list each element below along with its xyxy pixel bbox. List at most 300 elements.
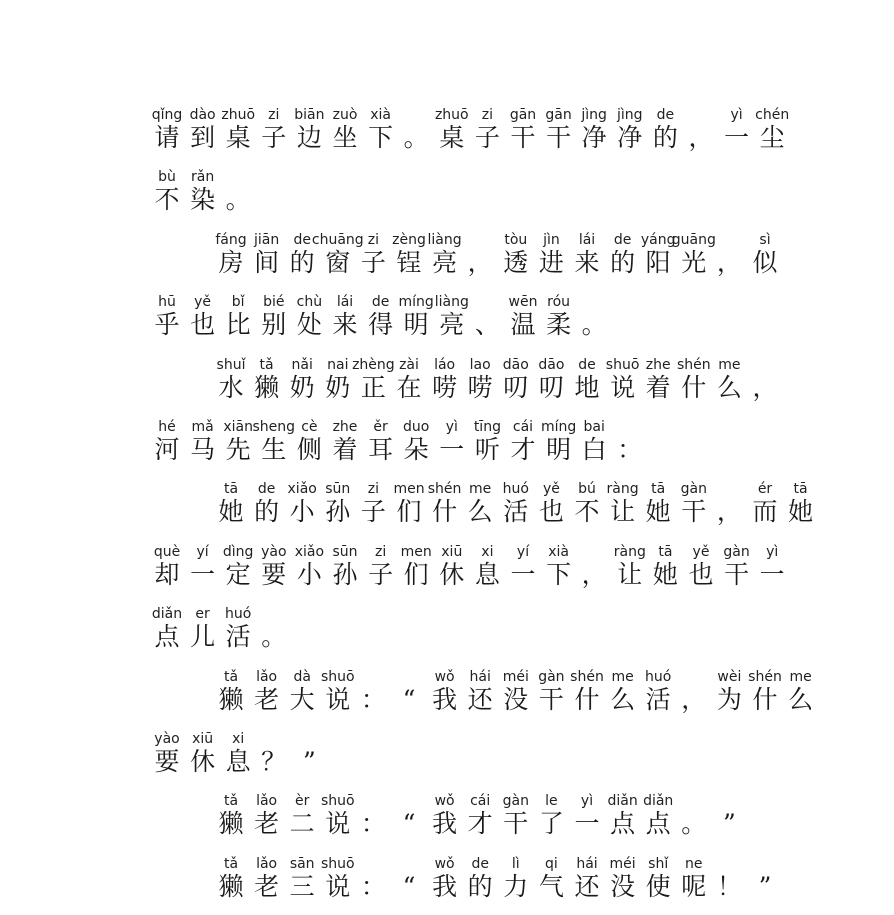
- pinyin-label: yào: [261, 543, 287, 560]
- pinyin-label: sūn: [332, 543, 358, 560]
- pinyin-label: chén: [755, 107, 790, 123]
- hanzi-character: 干: [503, 809, 529, 839]
- pinyin-label: què: [153, 543, 181, 560]
- hanzi-character: 一: [724, 123, 750, 152]
- pinyin-label: de: [257, 481, 276, 498]
- hanzi-character: 息: [225, 747, 251, 776]
- pinyin-label: gān: [509, 107, 537, 123]
- hanzi-character: 说: [610, 372, 636, 402]
- hanzi-character: 要: [261, 559, 287, 589]
- hanzi-character: 温: [510, 310, 536, 340]
- pinyin-label: de: [371, 294, 390, 311]
- text-line: [0, 730, 894, 790]
- pinyin-label: zhe: [332, 419, 358, 435]
- pinyin-label: de: [293, 231, 311, 248]
- hanzi-character: 什: [574, 684, 600, 714]
- hanzi-character: 桌: [439, 123, 465, 152]
- hanzi-character: 她: [218, 497, 244, 527]
- pinyin-label: hū: [158, 294, 176, 311]
- pinyin-label: ràng: [613, 543, 646, 560]
- character-unit: [782, 668, 820, 728]
- pinyin-label: de: [656, 107, 675, 123]
- hanzi-character: 着: [332, 435, 358, 464]
- character-unit: [710, 792, 748, 852]
- pinyin-label: cè: [301, 419, 318, 435]
- hanzi-character: 么: [467, 497, 493, 527]
- hanzi-character: 请: [154, 123, 180, 152]
- hanzi-character: 下: [546, 559, 572, 589]
- hanzi-character: 房: [218, 247, 244, 277]
- pinyin-label: bú: [578, 481, 596, 498]
- pinyin-label: shuō: [320, 793, 355, 810]
- pinyin-label: lǎo: [256, 793, 278, 810]
- hanzi-character: ，: [467, 247, 493, 277]
- hanzi-character: 老: [254, 871, 280, 901]
- character-unit: [746, 855, 784, 915]
- hanzi-character: ：: [617, 435, 643, 464]
- hanzi-character: 透: [503, 247, 529, 277]
- pinyin-label: gān: [545, 107, 572, 123]
- pinyin-label: chuāng: [311, 231, 364, 248]
- text-line: [0, 543, 894, 603]
- pinyin-label: tǎ: [223, 793, 239, 810]
- hanzi-character: 獭: [254, 372, 280, 402]
- hanzi-character: 尘: [759, 123, 785, 152]
- hanzi-character: 河: [154, 435, 180, 464]
- hanzi-character: 三: [289, 871, 315, 901]
- hanzi-character: 说: [325, 809, 351, 839]
- pinyin-label: róu: [547, 294, 571, 311]
- hanzi-character: 亮: [432, 247, 458, 277]
- pinyin-label: èr: [295, 793, 310, 810]
- pinyin-label: shén: [676, 356, 711, 373]
- pinyin-label: de: [471, 855, 489, 872]
- pinyin-label: ne: [685, 855, 703, 872]
- pinyin-label: duo: [403, 419, 430, 435]
- pinyin-label: mǎ: [191, 419, 214, 435]
- pinyin-label: tā: [223, 481, 239, 498]
- text-line: [0, 293, 894, 353]
- hanzi-character: 让: [617, 559, 643, 589]
- hanzi-character: 休: [439, 559, 465, 589]
- pinyin-label: xiān: [223, 419, 253, 435]
- hanzi-character: 别: [261, 310, 287, 340]
- pinyin-label: tā: [658, 543, 673, 560]
- hanzi-character: 小: [289, 497, 315, 527]
- hanzi-character: 她: [788, 497, 814, 527]
- pinyin-label: dāo: [502, 356, 529, 373]
- hanzi-character: 先: [225, 435, 251, 464]
- hanzi-character: 定: [225, 559, 251, 589]
- hanzi-character: 为: [716, 684, 742, 714]
- pinyin-label: tā: [651, 481, 666, 498]
- hanzi-character: 我: [432, 871, 458, 901]
- pinyin-label: sān: [289, 855, 315, 872]
- pinyin-label: xià: [370, 107, 391, 123]
- pinyin-label: yì: [445, 419, 458, 435]
- hanzi-character: 活: [645, 684, 671, 714]
- hanzi-character: 力: [503, 871, 529, 901]
- hanzi-character: 也: [688, 559, 714, 589]
- text-line: [0, 231, 894, 291]
- hanzi-character: 乎: [154, 310, 180, 340]
- pinyin-label: shén: [748, 668, 782, 685]
- hanzi-character: ：: [360, 871, 386, 901]
- hanzi-character: 才: [510, 435, 536, 464]
- pinyin-label: yáng: [640, 231, 676, 248]
- hanzi-character: ，: [716, 247, 742, 277]
- pinyin-label: yě: [692, 543, 710, 560]
- hanzi-character: 点: [645, 809, 671, 839]
- pinyin-label: yě: [194, 294, 212, 311]
- pinyin-label: bù: [158, 169, 176, 186]
- pinyin-label: wèi: [717, 668, 742, 685]
- hanzi-character: 到: [190, 123, 216, 152]
- pinyin-label: hé: [158, 419, 176, 435]
- hanzi-character: 我: [432, 684, 458, 714]
- hanzi-character: 了: [538, 809, 564, 839]
- pinyin-label: tǎ: [223, 855, 239, 872]
- hanzi-character: 、: [474, 310, 500, 340]
- hanzi-character: 明: [403, 310, 429, 340]
- pinyin-label: sheng: [252, 419, 296, 435]
- hanzi-character: 。: [225, 185, 251, 215]
- hanzi-character: 唠: [432, 372, 458, 402]
- pinyin-label: méi: [609, 855, 636, 872]
- pinyin-label: ěr: [373, 419, 388, 435]
- pinyin-label: cái: [512, 419, 534, 435]
- pinyin-label: zi: [268, 107, 280, 123]
- text-line: [0, 168, 894, 228]
- hanzi-character: ？: [261, 747, 287, 776]
- pinyin-label: tòu: [504, 231, 528, 248]
- pinyin-label: nai: [327, 356, 349, 373]
- hanzi-character: 唠: [467, 372, 493, 402]
- hanzi-character: 正: [360, 372, 386, 402]
- hanzi-character: 一: [510, 559, 536, 589]
- hanzi-character: 。: [681, 809, 707, 839]
- character-unit: [611, 418, 649, 478]
- pinyin-label: diǎn: [643, 793, 674, 810]
- hanzi-character: ，: [581, 559, 607, 589]
- text-line: [0, 668, 894, 728]
- pinyin-label: hái: [469, 668, 491, 685]
- pinyin-label: guāng: [671, 231, 716, 248]
- pinyin-label: xiǎo: [287, 481, 317, 498]
- hanzi-character: 么: [716, 372, 742, 402]
- character-unit: [219, 168, 257, 228]
- hanzi-character: 獭: [218, 684, 244, 714]
- pinyin-label: wǒ: [434, 855, 455, 872]
- hanzi-character: 干: [724, 559, 750, 589]
- hanzi-character: 叨: [538, 372, 564, 402]
- pinyin-label: diǎn: [151, 606, 183, 623]
- hanzi-character: 。: [403, 123, 429, 152]
- pinyin-label: shuō: [320, 668, 355, 685]
- hanzi-character: 子: [261, 123, 287, 152]
- hanzi-character: 点: [154, 622, 180, 652]
- pinyin-label: ràng: [606, 481, 639, 498]
- pinyin-label: zhuō: [434, 107, 469, 123]
- pinyin-label: tǎ: [259, 356, 274, 373]
- hanzi-character: 柔: [546, 310, 572, 340]
- pinyin-label: me: [789, 668, 812, 685]
- hanzi-character: 的: [254, 497, 280, 527]
- hanzi-character: 干: [510, 123, 536, 152]
- character-unit: [290, 730, 328, 790]
- pinyin-label: xiū: [441, 543, 463, 560]
- hanzi-character: 么: [610, 684, 636, 714]
- pinyin-label: míng: [398, 294, 434, 311]
- character-unit: [255, 605, 293, 665]
- hanzi-character: 奶: [289, 372, 315, 402]
- pinyin-label: yí: [196, 543, 209, 560]
- pinyin-label: er: [195, 606, 210, 623]
- hanzi-character: 息: [474, 559, 500, 589]
- hanzi-character: 使: [645, 871, 671, 901]
- hanzi-character: 说: [325, 684, 351, 714]
- pinyin-label: zèng: [392, 231, 426, 248]
- hanzi-character: 不: [154, 185, 180, 215]
- hanzi-character: 白: [581, 435, 607, 464]
- hanzi-character: 锃: [396, 247, 422, 277]
- text-line: [0, 605, 894, 665]
- hanzi-character: 边: [296, 123, 322, 152]
- hanzi-character: 听: [474, 435, 500, 464]
- pinyin-label: lái: [578, 231, 596, 248]
- pinyin-label: sūn: [325, 481, 351, 498]
- pinyin-label: shuǐ: [216, 356, 246, 373]
- hanzi-character: 孙: [325, 497, 351, 527]
- hanzi-character: 獭: [218, 871, 244, 901]
- pinyin-label: zi: [481, 107, 494, 123]
- pinyin-label: dìng: [222, 543, 254, 560]
- hanzi-character: 也: [190, 310, 216, 340]
- hanzi-character: 子: [360, 247, 386, 277]
- hanzi-character: 没: [503, 684, 529, 714]
- hanzi-character: 什: [752, 684, 778, 714]
- hanzi-character: 她: [652, 559, 678, 589]
- pinyin-label: shuō: [320, 855, 355, 872]
- pinyin-label: tā: [793, 481, 808, 498]
- hanzi-character: 獭: [218, 809, 244, 839]
- character-unit: [753, 106, 791, 166]
- hanzi-character: 进: [538, 247, 564, 277]
- pinyin-label: yào: [154, 731, 180, 747]
- pinyin-label: de: [578, 356, 596, 373]
- hanzi-character: 让: [610, 497, 636, 527]
- pinyin-label: lao: [469, 356, 491, 373]
- hanzi-character: ！: [716, 871, 742, 901]
- pinyin-label: jìn: [543, 231, 560, 248]
- hanzi-character: 明: [546, 435, 572, 464]
- pinyin-label: xi: [481, 543, 494, 560]
- pinyin-label: gàn: [680, 481, 707, 498]
- pinyin-label: huó: [645, 668, 672, 685]
- hanzi-character: “: [402, 809, 416, 839]
- hanzi-character: “: [402, 684, 416, 714]
- hanzi-character: ，: [681, 684, 707, 714]
- hanzi-character: 儿: [190, 622, 216, 652]
- hanzi-character: ”: [723, 809, 736, 839]
- pinyin-label: wēn: [508, 294, 538, 311]
- hanzi-character: 们: [396, 497, 422, 527]
- hanzi-character: 得: [368, 310, 394, 340]
- hanzi-character: ：: [360, 809, 386, 839]
- hanzi-character: 地: [574, 372, 600, 402]
- pinyin-label: cái: [470, 793, 491, 810]
- pinyin-label: yì: [766, 543, 779, 560]
- pinyin-label: xià: [548, 543, 569, 560]
- text-line: [0, 356, 894, 416]
- pinyin-label: me: [611, 668, 634, 685]
- pinyin-label: me: [718, 356, 741, 373]
- pinyin-label: zuò: [332, 107, 358, 123]
- hanzi-character: 不: [574, 497, 600, 527]
- text-line: [0, 792, 894, 852]
- hanzi-character: 活: [503, 497, 529, 527]
- pinyin-label: huó: [502, 481, 529, 498]
- pinyin-label: shén: [427, 481, 462, 498]
- hanzi-character: 一: [439, 435, 465, 464]
- hanzi-character: 水: [218, 372, 244, 402]
- pinyin-label: fáng: [215, 231, 247, 248]
- pinyin-label: zi: [367, 481, 380, 498]
- hanzi-character: 而: [752, 497, 778, 527]
- hanzi-character: 什: [681, 372, 707, 402]
- hanzi-character: ，: [716, 497, 742, 527]
- text-line: [0, 106, 894, 166]
- pinyin-label: gàn: [538, 668, 565, 685]
- pinyin-label: yě: [542, 481, 560, 498]
- hanzi-character: ”: [303, 747, 316, 776]
- hanzi-character: 窗: [325, 247, 351, 277]
- hanzi-character: 朵: [403, 435, 429, 464]
- pinyin-label: bai: [583, 419, 605, 435]
- pinyin-label: biān: [294, 107, 325, 123]
- hanzi-character: 的: [289, 247, 315, 277]
- hanzi-character: 染: [190, 185, 216, 215]
- pinyin-label: me: [469, 481, 492, 498]
- hanzi-character: 子: [368, 559, 394, 589]
- hanzi-character: 净: [581, 123, 607, 152]
- hanzi-character: 点: [610, 809, 636, 839]
- hanzi-character: 耳: [368, 435, 394, 464]
- hanzi-character: 。: [261, 622, 287, 652]
- hanzi-character: 干: [681, 497, 707, 527]
- pinyin-label: jiān: [253, 231, 280, 248]
- hanzi-character: 在: [396, 372, 422, 402]
- pinyin-label: yì: [730, 107, 743, 123]
- hanzi-character: 一: [190, 559, 216, 589]
- hanzi-character: 老: [254, 684, 280, 714]
- pinyin-label: lǎo: [256, 855, 278, 872]
- hanzi-character: 干: [546, 123, 572, 152]
- hanzi-character: 休: [190, 747, 216, 776]
- text-line: [0, 418, 894, 478]
- hanzi-character: 似: [752, 247, 778, 277]
- hanzi-character: 才: [467, 809, 493, 839]
- pinyin-label: jìng: [617, 107, 643, 123]
- hanzi-character: 净: [617, 123, 643, 152]
- text-line: [0, 480, 894, 540]
- pinyin-label: jìng: [581, 107, 607, 123]
- hanzi-character: 坐: [332, 123, 358, 152]
- hanzi-character: 着: [645, 372, 671, 402]
- hanzi-character: 小: [296, 559, 322, 589]
- pinyin-label: tǎ: [223, 668, 239, 685]
- character-unit: [746, 231, 784, 291]
- hanzi-character: 孙: [332, 559, 358, 589]
- pinyin-label: huó: [225, 606, 252, 623]
- pinyin-label: liàng: [434, 294, 469, 311]
- pinyin-label: gàn: [502, 793, 529, 810]
- hanzi-character: 活: [225, 622, 251, 652]
- pinyin-label: liàng: [427, 231, 462, 248]
- pinyin-label: zhèng: [352, 356, 395, 373]
- hanzi-character: 比: [225, 310, 251, 340]
- pinyin-label: míng: [540, 419, 577, 435]
- pinyin-label: yí: [516, 543, 530, 560]
- hanzi-character: 我: [432, 809, 458, 839]
- hanzi-character: 处: [296, 310, 322, 340]
- pinyin-label: nǎi: [291, 356, 313, 373]
- hanzi-character: 们: [403, 559, 429, 589]
- hanzi-character: 间: [254, 247, 280, 277]
- hanzi-character: 的: [467, 871, 493, 901]
- pinyin-label: xi: [232, 731, 245, 747]
- hanzi-character: 呢: [681, 871, 707, 901]
- hanzi-character: 亮: [439, 310, 465, 340]
- pinyin-label: rǎn: [190, 169, 215, 186]
- hanzi-character: 也: [538, 497, 564, 527]
- pinyin-label: wǒ: [434, 668, 455, 685]
- pinyin-label: zhuō: [221, 107, 256, 123]
- hanzi-character: 。: [581, 310, 607, 340]
- hanzi-character: 还: [467, 684, 493, 714]
- pinyin-label: diǎn: [607, 793, 638, 810]
- pinyin-label: xiǎo: [294, 543, 325, 560]
- hanzi-character: 却: [154, 559, 180, 589]
- hanzi-character: 没: [610, 871, 636, 901]
- hanzi-character: 么: [788, 684, 814, 714]
- hanzi-character: 说: [325, 871, 351, 901]
- pinyin-label: shǐ: [648, 855, 669, 872]
- pinyin-label: lì: [511, 855, 520, 872]
- hanzi-character: 老: [254, 809, 280, 839]
- hanzi-character: 要: [154, 747, 180, 776]
- hanzi-character: 气: [538, 871, 564, 901]
- character-unit: [782, 480, 820, 540]
- hanzi-character: 光: [681, 247, 707, 277]
- hanzi-character: 下: [368, 123, 394, 152]
- hanzi-character: 奶: [325, 372, 351, 402]
- hanzi-character: 大: [289, 684, 315, 714]
- character-unit: [746, 356, 784, 416]
- hanzi-character: 一: [574, 809, 600, 839]
- hanzi-character: ，: [752, 372, 778, 402]
- character-unit: [575, 293, 613, 353]
- pinyin-label: men: [393, 481, 425, 498]
- pinyin-label: qi: [545, 855, 558, 872]
- hanzi-character: 来: [574, 247, 600, 277]
- hanzi-character: 一: [759, 559, 785, 589]
- pinyin-label: tīng: [473, 419, 501, 435]
- pinyin-label: dào: [189, 107, 216, 123]
- hanzi-character: 的: [652, 123, 678, 152]
- hanzi-character: 干: [538, 684, 564, 714]
- hanzi-character: 还: [574, 871, 600, 901]
